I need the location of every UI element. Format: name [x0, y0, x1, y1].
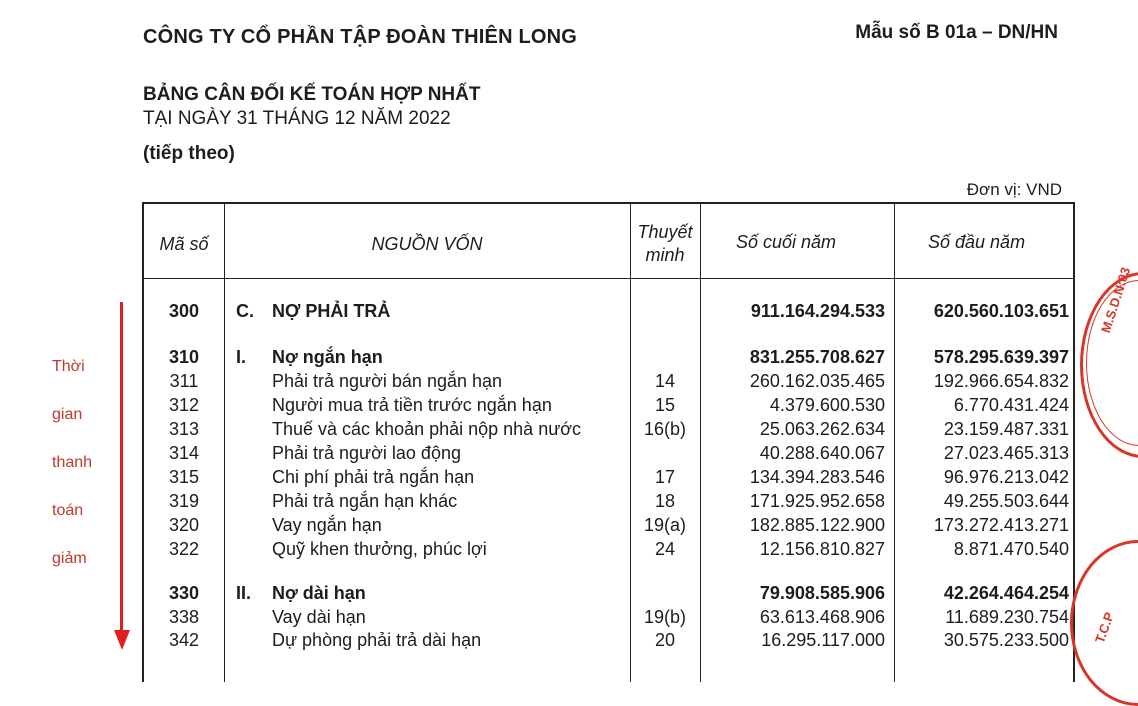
row-item-name: Chi phí phải trả ngắn hạn: [272, 467, 475, 487]
row-end-of-year-value: 134.394.283.546: [749, 467, 885, 487]
row-beginning-of-year-value: 578.295.639.397: [933, 347, 1069, 367]
row-code: 342: [168, 630, 200, 650]
row-end-of-year-value: 260.162.035.465: [749, 371, 885, 391]
row-item-name: Nợ dài hạn: [272, 583, 366, 603]
row-note-ref: 20: [654, 630, 676, 650]
row-code: 312: [168, 395, 200, 415]
row-code: 320: [168, 515, 200, 535]
table-row: [144, 630, 1077, 653]
row-note-ref: 18: [654, 491, 676, 511]
row-section-numeral: II.: [236, 583, 252, 603]
row-code: 314: [168, 443, 200, 463]
row-beginning-of-year-value: 8.871.470.540: [953, 539, 1069, 559]
row-note-ref: 15: [654, 395, 676, 415]
header-divider: [144, 278, 1073, 279]
report-date: TẠI NGÀY 31 THÁNG 12 NĂM 2022: [143, 108, 451, 129]
form-code: Mẫu số B 01a – DN/HN: [855, 22, 1058, 43]
row-code: 313: [168, 419, 200, 439]
row-code: 311: [169, 371, 199, 391]
row-end-of-year-value: 911.164.294.533: [750, 301, 885, 321]
annotation-word: Thời: [52, 358, 85, 375]
currency-unit: Đơn vị: VND: [966, 180, 1062, 199]
row-note-ref: 17: [654, 467, 676, 487]
row-item-name: Người mua trả tiền trước ngắn hạn: [272, 395, 552, 415]
row-note-ref: 24: [654, 539, 676, 559]
row-code: 322: [168, 539, 200, 559]
row-item-name: Vay ngắn hạn: [272, 515, 382, 535]
row-beginning-of-year-value: 620.560.103.651: [933, 301, 1069, 321]
row-item-name: Phải trả người lao động: [272, 443, 461, 463]
row-beginning-of-year-value: 96.976.213.042: [943, 467, 1069, 487]
table-row: [144, 347, 1077, 370]
row-note-ref: 19(b): [643, 607, 687, 627]
row-code: 319: [168, 491, 200, 511]
table-row: [144, 467, 1077, 490]
table-row: [144, 491, 1077, 514]
header-beginning-of-year: Số đầu năm: [928, 232, 1026, 252]
annotation-word: gian: [52, 406, 83, 423]
annotation-word: giảm: [52, 550, 87, 567]
row-item-name: NỢ PHẢI TRẢ: [272, 301, 391, 321]
row-beginning-of-year-value: 173.272.413.271: [933, 515, 1069, 535]
down-arrow-icon: [120, 302, 123, 637]
arrow-head-icon: [114, 630, 130, 650]
row-item-name: Dự phòng phải trả dài hạn: [272, 630, 482, 650]
company-name: CÔNG TY CỔ PHẦN TẬP ĐOÀN THIÊN LONG: [143, 26, 578, 48]
row-end-of-year-value: 831.255.708.627: [749, 347, 885, 367]
table-row: [144, 539, 1077, 562]
row-code: 315: [168, 467, 200, 487]
row-beginning-of-year-value: 23.159.487.331: [943, 419, 1069, 439]
row-item-name: Quỹ khen thưởng, phúc lợi: [272, 539, 487, 559]
annotation-word: thanh: [52, 454, 93, 471]
balance-sheet-table: [142, 202, 1075, 682]
row-note-ref: 16(b): [643, 419, 687, 439]
header-source: NGUỒN VỐN: [371, 234, 483, 254]
row-end-of-year-value: 40.288.640.067: [759, 443, 885, 463]
header-code: Mã số: [159, 234, 209, 254]
row-code: 300: [168, 301, 200, 321]
stamp-text-bottom: T.C.P: [1092, 610, 1117, 646]
header-end-of-year: Số cuối năm: [736, 232, 837, 252]
row-beginning-of-year-value: 42.264.464.254: [943, 583, 1069, 603]
row-code: 310: [168, 347, 200, 367]
annotation-word: toán: [52, 502, 84, 519]
table-row: [144, 515, 1077, 538]
row-end-of-year-value: 4.379.600.530: [769, 395, 885, 415]
table-row: [144, 371, 1077, 394]
row-beginning-of-year-value: 192.966.654.832: [933, 371, 1069, 391]
row-item-name: Phải trả ngắn hạn khác: [272, 491, 458, 511]
table-row: [144, 395, 1077, 418]
row-end-of-year-value: 16.295.117.000: [761, 630, 885, 650]
row-beginning-of-year-value: 30.575.233.500: [943, 630, 1069, 650]
row-code: 330: [168, 583, 200, 603]
table-row: [144, 301, 1077, 324]
row-item-name: Thuế và các khoản phải nộp nhà nước: [272, 419, 582, 439]
table-row: [144, 443, 1077, 466]
row-section-numeral: I.: [236, 347, 247, 367]
header-note-line1: Thuyết: [637, 222, 693, 242]
row-end-of-year-value: 79.908.585.906: [759, 583, 885, 603]
row-beginning-of-year-value: 11.689.230.754: [945, 607, 1069, 627]
table-row: [144, 419, 1077, 442]
row-beginning-of-year-value: 49.255.503.644: [943, 491, 1069, 511]
row-end-of-year-value: 25.063.262.634: [759, 419, 885, 439]
continued-label: (tiếp theo): [143, 143, 235, 164]
row-end-of-year-value: 171.925.952.658: [749, 491, 885, 511]
row-note-ref: 19(a): [643, 515, 687, 535]
row-end-of-year-value: 182.885.122.900: [749, 515, 885, 535]
row-beginning-of-year-value: 27.023.465.313: [943, 443, 1069, 463]
header-note-line2: minh: [645, 245, 685, 265]
row-note-ref: 14: [654, 371, 676, 391]
stamp-text-top: M.S.D.N:03: [1098, 265, 1134, 335]
row-beginning-of-year-value: 6.770.431.424: [953, 395, 1069, 415]
row-end-of-year-value: 63.613.468.906: [759, 607, 885, 627]
row-end-of-year-value: 12.156.810.827: [759, 539, 885, 559]
row-section-numeral: C.: [236, 301, 254, 321]
row-item-name: Nợ ngắn hạn: [272, 347, 383, 367]
row-code: 338: [168, 607, 200, 627]
report-title: BẢNG CÂN ĐỐI KẾ TOÁN HỢP NHẤT: [143, 84, 481, 105]
row-item-name: Phải trả người bán ngắn hạn: [272, 371, 503, 391]
table-row: [144, 607, 1077, 630]
row-item-name: Vay dài hạn: [272, 607, 366, 627]
table-row: [144, 583, 1077, 606]
